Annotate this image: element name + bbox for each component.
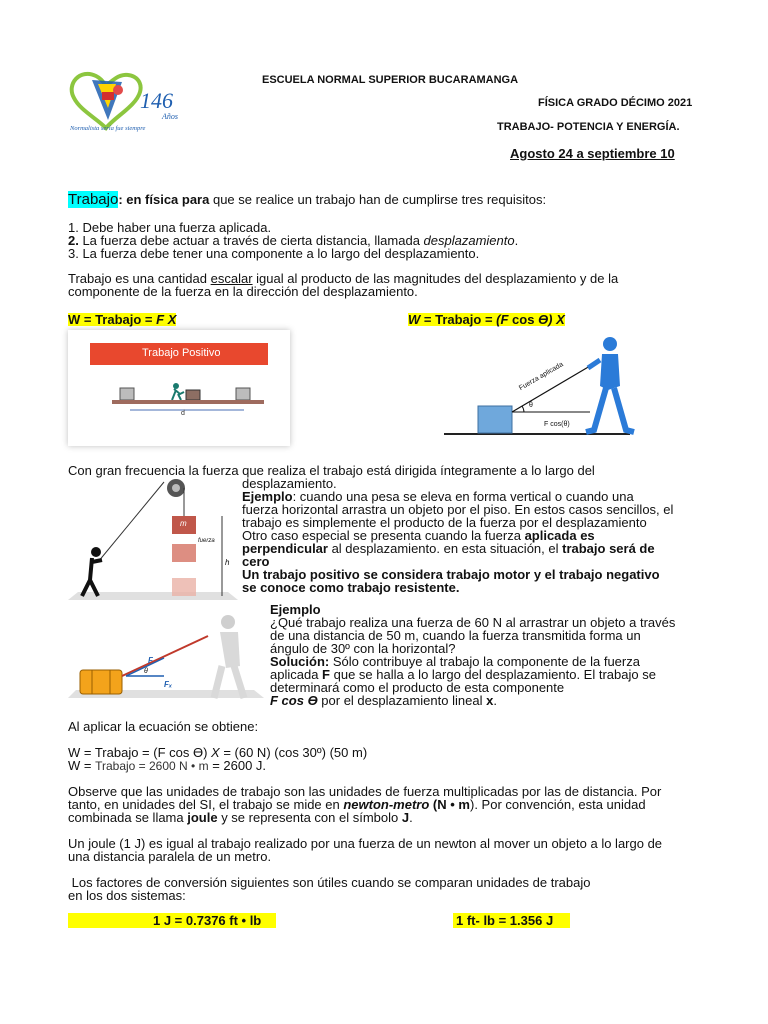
example-line-6: determinará como el producto de esta componente [270, 680, 565, 695]
requirement-2-number: 2. [68, 233, 79, 248]
section2-line-8: cero [242, 554, 270, 569]
units-p1-3c: y se representa con el símbolo [217, 810, 402, 825]
definition-1u: escalar [210, 271, 253, 286]
section2-line-9: Un trabajo positivo se considera trabajo motor y el trabajo negativo [242, 567, 660, 582]
figure2-component-label: F cos(θ) [544, 421, 570, 428]
units-p2-line-1: Un joule (1 J) es igual al trabajo realizado por una fuerza de un newton al mover un objeto a lo largo de [68, 836, 663, 851]
section2-line-2: desplazamiento. [242, 476, 337, 491]
formula-right-b: = Trabajo = [420, 312, 497, 327]
trabajo-title: Trabajo [68, 191, 119, 208]
section2-example-label: Ejemplo [242, 489, 293, 504]
figure3-fuerza-label: fuerza [198, 538, 215, 544]
figure3-h-label: h [225, 558, 230, 567]
figure-suitcase [68, 614, 264, 704]
formula-left-b: F X [156, 312, 177, 327]
example-line-7c: x [486, 693, 494, 708]
example-line-4-text: Sólo contribuye al trabajo la componente de la fuerza [329, 654, 640, 669]
units-p1-line-3 [68, 811, 413, 824]
logo-anos: Años [162, 112, 178, 121]
section2-line-4: fuerza horizontal arrastra un objeto por el piso. En estos casos sencillos, el [242, 502, 674, 517]
logo-number: 146 [140, 88, 173, 113]
example-line-5a: aplicada [270, 667, 323, 682]
definition-1a: Trabajo es una cantidad [68, 271, 211, 286]
figure1-x-label: d [181, 410, 185, 417]
example-title: Ejemplo [270, 602, 321, 617]
calc-eq-2c: = 2600 J. [208, 758, 267, 773]
figure1-title: Trabajo Positivo [142, 347, 221, 359]
figure4-drawing [68, 614, 264, 704]
section2-line-7c: trabajo será de [562, 541, 655, 556]
units-p2-line-2: una distancia paralela de un metro. [68, 849, 272, 864]
units-p1-2b: newton-metro [343, 797, 430, 812]
figure2-drawing [440, 330, 636, 440]
requirement-2-text: La fuerza debe actuar a través de cierta distancia, llamada [78, 233, 424, 248]
section2-line-7 [242, 542, 655, 555]
figure4-f-label: F [148, 656, 153, 665]
units-p1-3b: joule [187, 810, 218, 825]
calc-eq-2a: W = [68, 758, 96, 773]
figure3-mass-label: m [180, 519, 187, 528]
units-p1-2a: tanto, en unidades del SI, el trabajo se mide en [68, 797, 344, 812]
section2-line-5: trabajo es simplemente el producto de la fuerza por el desplazamiento [242, 515, 647, 530]
section2-line-7b: al desplazamiento. en esta situación, el [327, 541, 563, 556]
units-p1-3a: combinada se llama [68, 810, 188, 825]
formula-right-d: cos [508, 312, 539, 327]
definition-1b: igual al producto de las magnitudes del desplazamiento y de la [252, 271, 619, 286]
section2-line-1: Con gran frecuencia la fuerza que realiza el trabajo está dirigida íntegramente a lo largo del [68, 463, 595, 478]
section2-line-6b: aplicada es [524, 528, 595, 543]
units-p3-line-1: Los factores de conversión siguientes son útiles cuando se comparan unidades de trabajo [68, 875, 591, 890]
conversion-2: 1 ft- lb = 1.356 J [456, 913, 554, 928]
dates-title: Agosto 24 a septiembre 10 [510, 146, 675, 161]
course-title: FÍSICA GRADO DÉCIMO 2021 [538, 97, 693, 109]
figure4-fx-label: Fₓ [164, 680, 173, 689]
units-p1-2c: (N • m [429, 797, 470, 812]
formula-right-e: ϴ) X [538, 312, 565, 327]
example-line-7a: F cos ϴ [270, 693, 318, 708]
calc-eq-1c: = (60 N) (cos 30º) (50 m) [219, 745, 368, 760]
figure-fuerza-aplicada [440, 330, 636, 440]
formula-left-a: W = Trabajo = [68, 312, 157, 327]
figure1-drawing [68, 330, 290, 446]
formula-right-a: W [408, 312, 421, 327]
calc-eq-1b: X [211, 745, 220, 760]
example-line-2: de una distancia de 50 m, cuando la fuerza transmitida forma un [270, 628, 641, 643]
example-line-5b: F [322, 667, 330, 682]
requirement-3: 3. La fuerza debe tener una componente a lo largo del desplazamiento. [68, 246, 480, 261]
section2-line-3-text: : cuando una pesa se eleva en forma vertical o cuando una [292, 489, 634, 504]
calc-eq-2 [68, 759, 266, 773]
section2-line-7a: perpendicular [242, 541, 328, 556]
topic-title: TRABAJO- POTENCIA Y ENERGÍA. [497, 121, 680, 133]
units-p3-line-2: en los dos sistemas: [68, 888, 186, 903]
logo-motto: Normalista sería fue siempre [70, 125, 146, 132]
example-line-1: ¿Qué trabajo realiza una fuerza de 60 N al arrastrar un objeto a través [270, 615, 676, 630]
units-p1-2d: ). Por convención, esta unidad [469, 797, 646, 812]
calc-eq-1a: W = Trabajo = (F cos ϴ) [68, 745, 212, 760]
figure-trabajo-positivo [68, 330, 290, 446]
formula-right [408, 313, 565, 326]
section2-line-6a: Otro caso especial se presenta cuando la fuerza [242, 528, 525, 543]
trabajo-heading [68, 193, 546, 206]
example-line-5c: que se halla a lo largo del desplazamiento. El trabajo se [330, 667, 656, 682]
units-p1-line-1: Observe que las unidades de trabajo son las unidades de fuerza multiplicadas por las de distancia. Por [68, 784, 662, 799]
figure2-force-label: Fuerza aplicada [518, 361, 565, 393]
section2-line-10: se conoce como trabajo resistente. [242, 580, 460, 595]
figure4-theta-label: θ [144, 668, 148, 675]
school-logo [66, 70, 186, 140]
definition-line-2: componente de la fuerza en la dirección del desplazamiento. [68, 284, 418, 299]
example-line-7b: por el desplazamiento lineal [317, 693, 487, 708]
trabajo-title-rest: que se realice un trabajo han de cumplirse tres requisitos: [209, 192, 547, 207]
example-solution-label: Solución: [270, 654, 330, 669]
formula-right-c: (F [496, 312, 509, 327]
conversion-1: 1 J = 0.7376 ft • lb [153, 913, 262, 928]
example-line-7d: . [493, 693, 497, 708]
requirement-1: 1. Debe haber una fuerza aplicada. [68, 220, 272, 235]
school-name: ESCUELA NORMAL SUPERIOR BUCARAMANGA [262, 74, 519, 86]
calc-eq-2b: Trabajo = 2600 N • m [95, 759, 209, 773]
trabajo-title-suffix: : en física para [118, 192, 210, 207]
requirement-2-em: desplazamiento [423, 233, 515, 248]
figure2-angle-label: θ [529, 402, 533, 409]
figure-pulley [68, 476, 238, 604]
units-p1-3e: . [409, 810, 413, 825]
formula-left [68, 313, 176, 326]
example-line-3: ángulo de 30º con la horizontal? [270, 641, 456, 656]
units-p1-3d: J [401, 810, 410, 825]
example-line-7 [270, 694, 497, 707]
requirement-2-end: . [514, 233, 519, 248]
calc-intro: Al aplicar la ecuación se obtiene: [68, 719, 259, 734]
